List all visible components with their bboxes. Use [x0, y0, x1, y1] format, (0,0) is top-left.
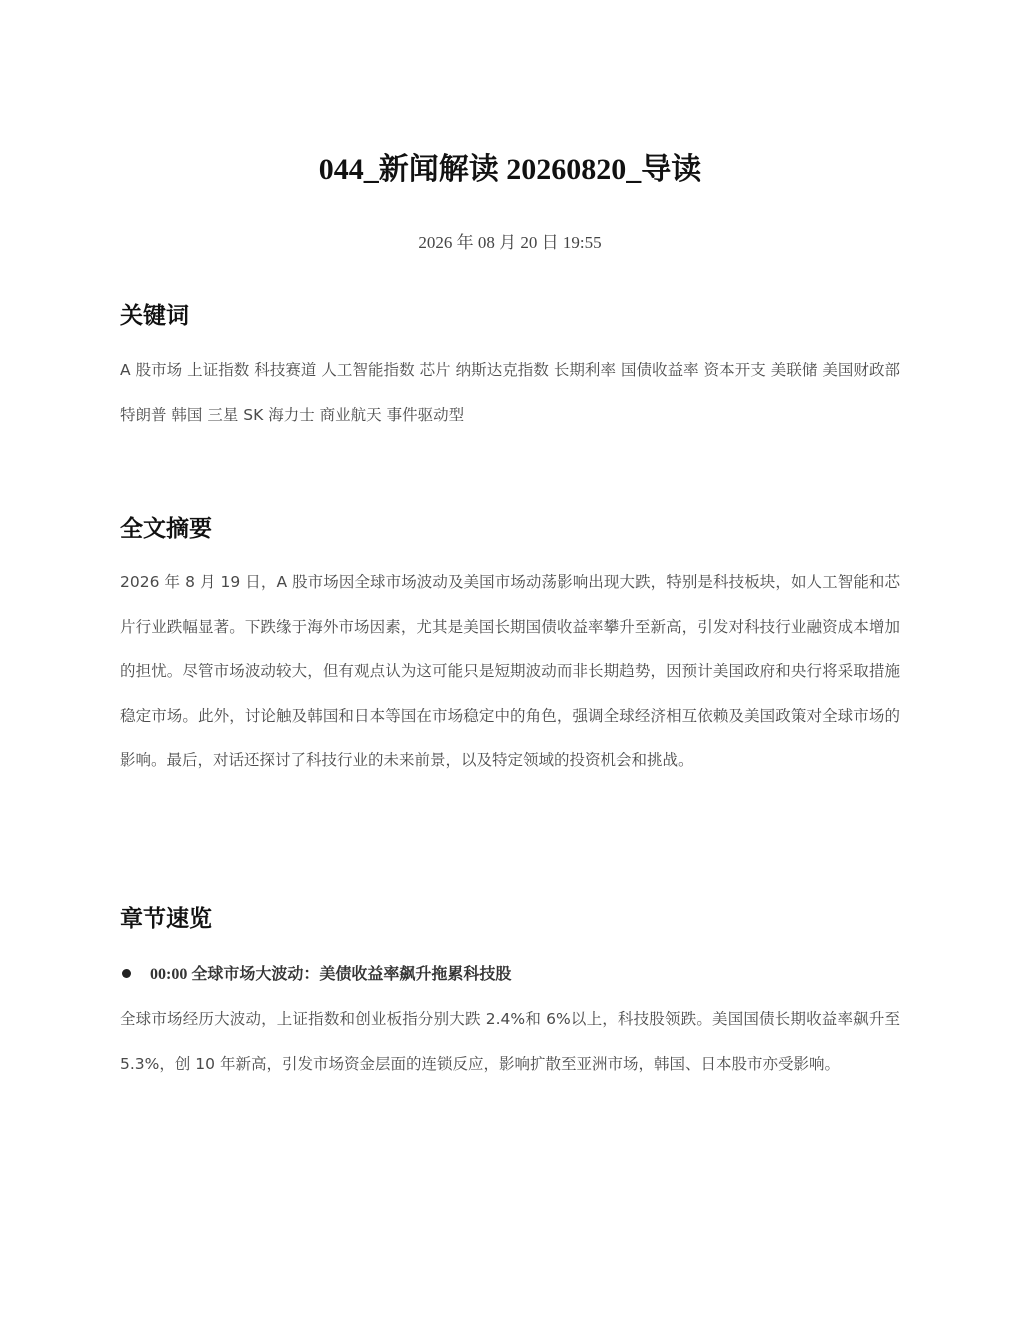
chapter-item	[120, 958, 900, 990]
summary-heading: 全文摘要	[120, 516, 212, 542]
chapters-heading: 章节速览	[120, 906, 212, 932]
chapter-heading	[150, 958, 511, 991]
keywords-text: A 股市场 上证指数 科技赛道 人工智能指数 芯片 纳斯达克指数 长期利率 国债收益率 资本开支 美联储 美国财政部 特朗普 韩国 三星 SK 海力士 商业航天 事件驱动型	[120, 361, 900, 424]
document-title: 044_新闻解读 20260820_导读	[318, 153, 702, 186]
chapter-title: 全球市场大波动：美债收益率飙升拖累科技股	[191, 964, 512, 983]
keywords-heading: 关键词	[120, 303, 189, 329]
chapter-text: 全球市场经历大波动，上证指数和创业板指分别大跌 2.4%和 6%以上，科技股领跌。美国国债长期收益率飙升至 5.3%，创 10 年新高，引发市场资金层面的连锁反应，影响扩散至亚洲市场，韩国、日本股市亦受影响。	[120, 1010, 900, 1073]
document-date: 2026 年 08 月 20 日 19:55	[418, 233, 602, 252]
chapter-timestamp: 00:00	[150, 966, 188, 983]
summary-text: 2026 年 8 月 19 日，A 股市场因全球市场波动及美国市场动荡影响出现大跌，特别是科技板块，如人工智能和芯片行业跌幅显著。下跌缘于海外市场因素，尤其是美国长期国债收益率攀升至新高，引发对科技行业融资成本增加的担忧。尽管市场波动较大，但有观点认为这可能只是短期波动而非长期趋势，因预计美国政府和央行将采取措施稳定市场。此外，讨论触及韩国和日本等国在市场稳定中的角色，强调全球经济相互依赖及美国政策对全球市场的影响。最后，对话还探讨了科技行业的未来前景，以及特定领域的投资机会和挑战。	[120, 573, 900, 769]
bullet-icon	[122, 969, 131, 978]
